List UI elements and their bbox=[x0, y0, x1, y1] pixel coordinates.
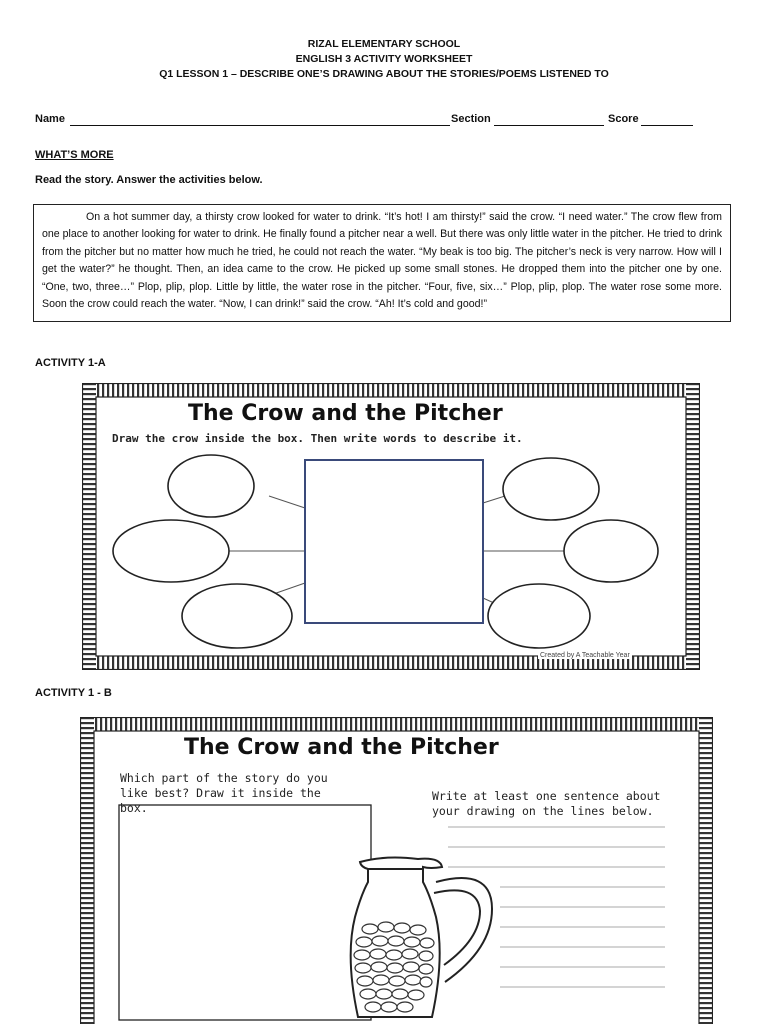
describe-oval-bottom-left[interactable] bbox=[182, 584, 292, 648]
activity-1a-drawing bbox=[82, 383, 700, 670]
score-blank[interactable] bbox=[641, 125, 693, 126]
border-left bbox=[82, 383, 96, 670]
instruction-text: Read the story. Answer the activities below. bbox=[35, 174, 263, 186]
activity-1b-prompt-right: Write at least one sentence about your drawing on the lines below. bbox=[432, 789, 661, 818]
border-top bbox=[80, 717, 713, 731]
describe-oval-top-left[interactable] bbox=[168, 455, 254, 517]
border-top bbox=[82, 383, 700, 397]
activity-1b-worksheet bbox=[80, 717, 713, 1024]
section-heading: WHAT’S MORE bbox=[35, 149, 114, 161]
border-right bbox=[699, 717, 713, 1024]
describe-oval-mid-left[interactable] bbox=[113, 520, 229, 582]
describe-oval-mid-right[interactable] bbox=[564, 520, 658, 582]
school-name: RIZAL ELEMENTARY SCHOOL bbox=[307, 38, 461, 50]
describe-oval-top-right[interactable] bbox=[503, 458, 599, 520]
activity-1b-prompt-left: Which part of the story do you like best? Draw it inside the box. bbox=[120, 771, 328, 815]
activity-1b-drawing bbox=[80, 717, 713, 1024]
name-label: Name bbox=[35, 113, 65, 125]
score-label: Score bbox=[608, 113, 639, 125]
activity-1a-label: ACTIVITY 1-A bbox=[35, 357, 106, 369]
border-right bbox=[686, 383, 700, 670]
worksheet-subject: ENGLISH 3 ACTIVITY WORKSHEET bbox=[295, 53, 473, 65]
describe-oval-bottom-right[interactable] bbox=[488, 584, 590, 648]
crow-drawing-box[interactable] bbox=[305, 460, 483, 623]
activity-1b-label: ACTIVITY 1 - B bbox=[35, 687, 112, 699]
activity-1a-instruction: Draw the crow inside the box. Then write words to describe it. bbox=[112, 432, 523, 445]
activity-1a-credit: Created by A Teachable Year bbox=[540, 652, 630, 659]
lesson-title: Q1 LESSON 1 – DESCRIBE ONE’S DRAWING ABOUT THE STORIES/POEMS LISTENED TO bbox=[159, 68, 609, 80]
name-field-row bbox=[35, 113, 65, 125]
section-label: Section bbox=[451, 113, 491, 125]
story-text: On a hot summer day, a thirsty crow looked for water to drink. “It’s hot! I am thirsty!” said the crow. “I need water.” The crow flew from one place to another looking for water to drink. He finally found a pitcher near a well. But there was only little water in the pitcher. He tried to drink from the pitcher but no matter how much he tried, he could not reach the water. “My beak is too big. The pitcher’s neck is very narrow. How will I get the water?” he thought. Then, an idea came to the crow. He picked up some small stones. He dropped them into the pitcher one by one. “One, two, three…” Plop, plip, plop. Little by little, the water rose in the pitcher. “Four, five, six…” Plop, plip, plop. The water rose some more. Soon the crow could reach the water. “Now, I can drink!” said the crow. “Ah! It’s cold and good!” bbox=[42, 211, 722, 311]
story-box bbox=[33, 204, 731, 322]
favorite-part-drawing-box[interactable] bbox=[119, 805, 371, 1020]
activity-1a-title: The Crow and the Pitcher bbox=[188, 401, 503, 426]
activity-1a-worksheet bbox=[82, 383, 700, 670]
activity-1b-title: The Crow and the Pitcher bbox=[184, 735, 499, 760]
section-blank[interactable] bbox=[494, 125, 604, 126]
name-blank[interactable] bbox=[70, 125, 450, 126]
border-left bbox=[80, 717, 94, 1024]
